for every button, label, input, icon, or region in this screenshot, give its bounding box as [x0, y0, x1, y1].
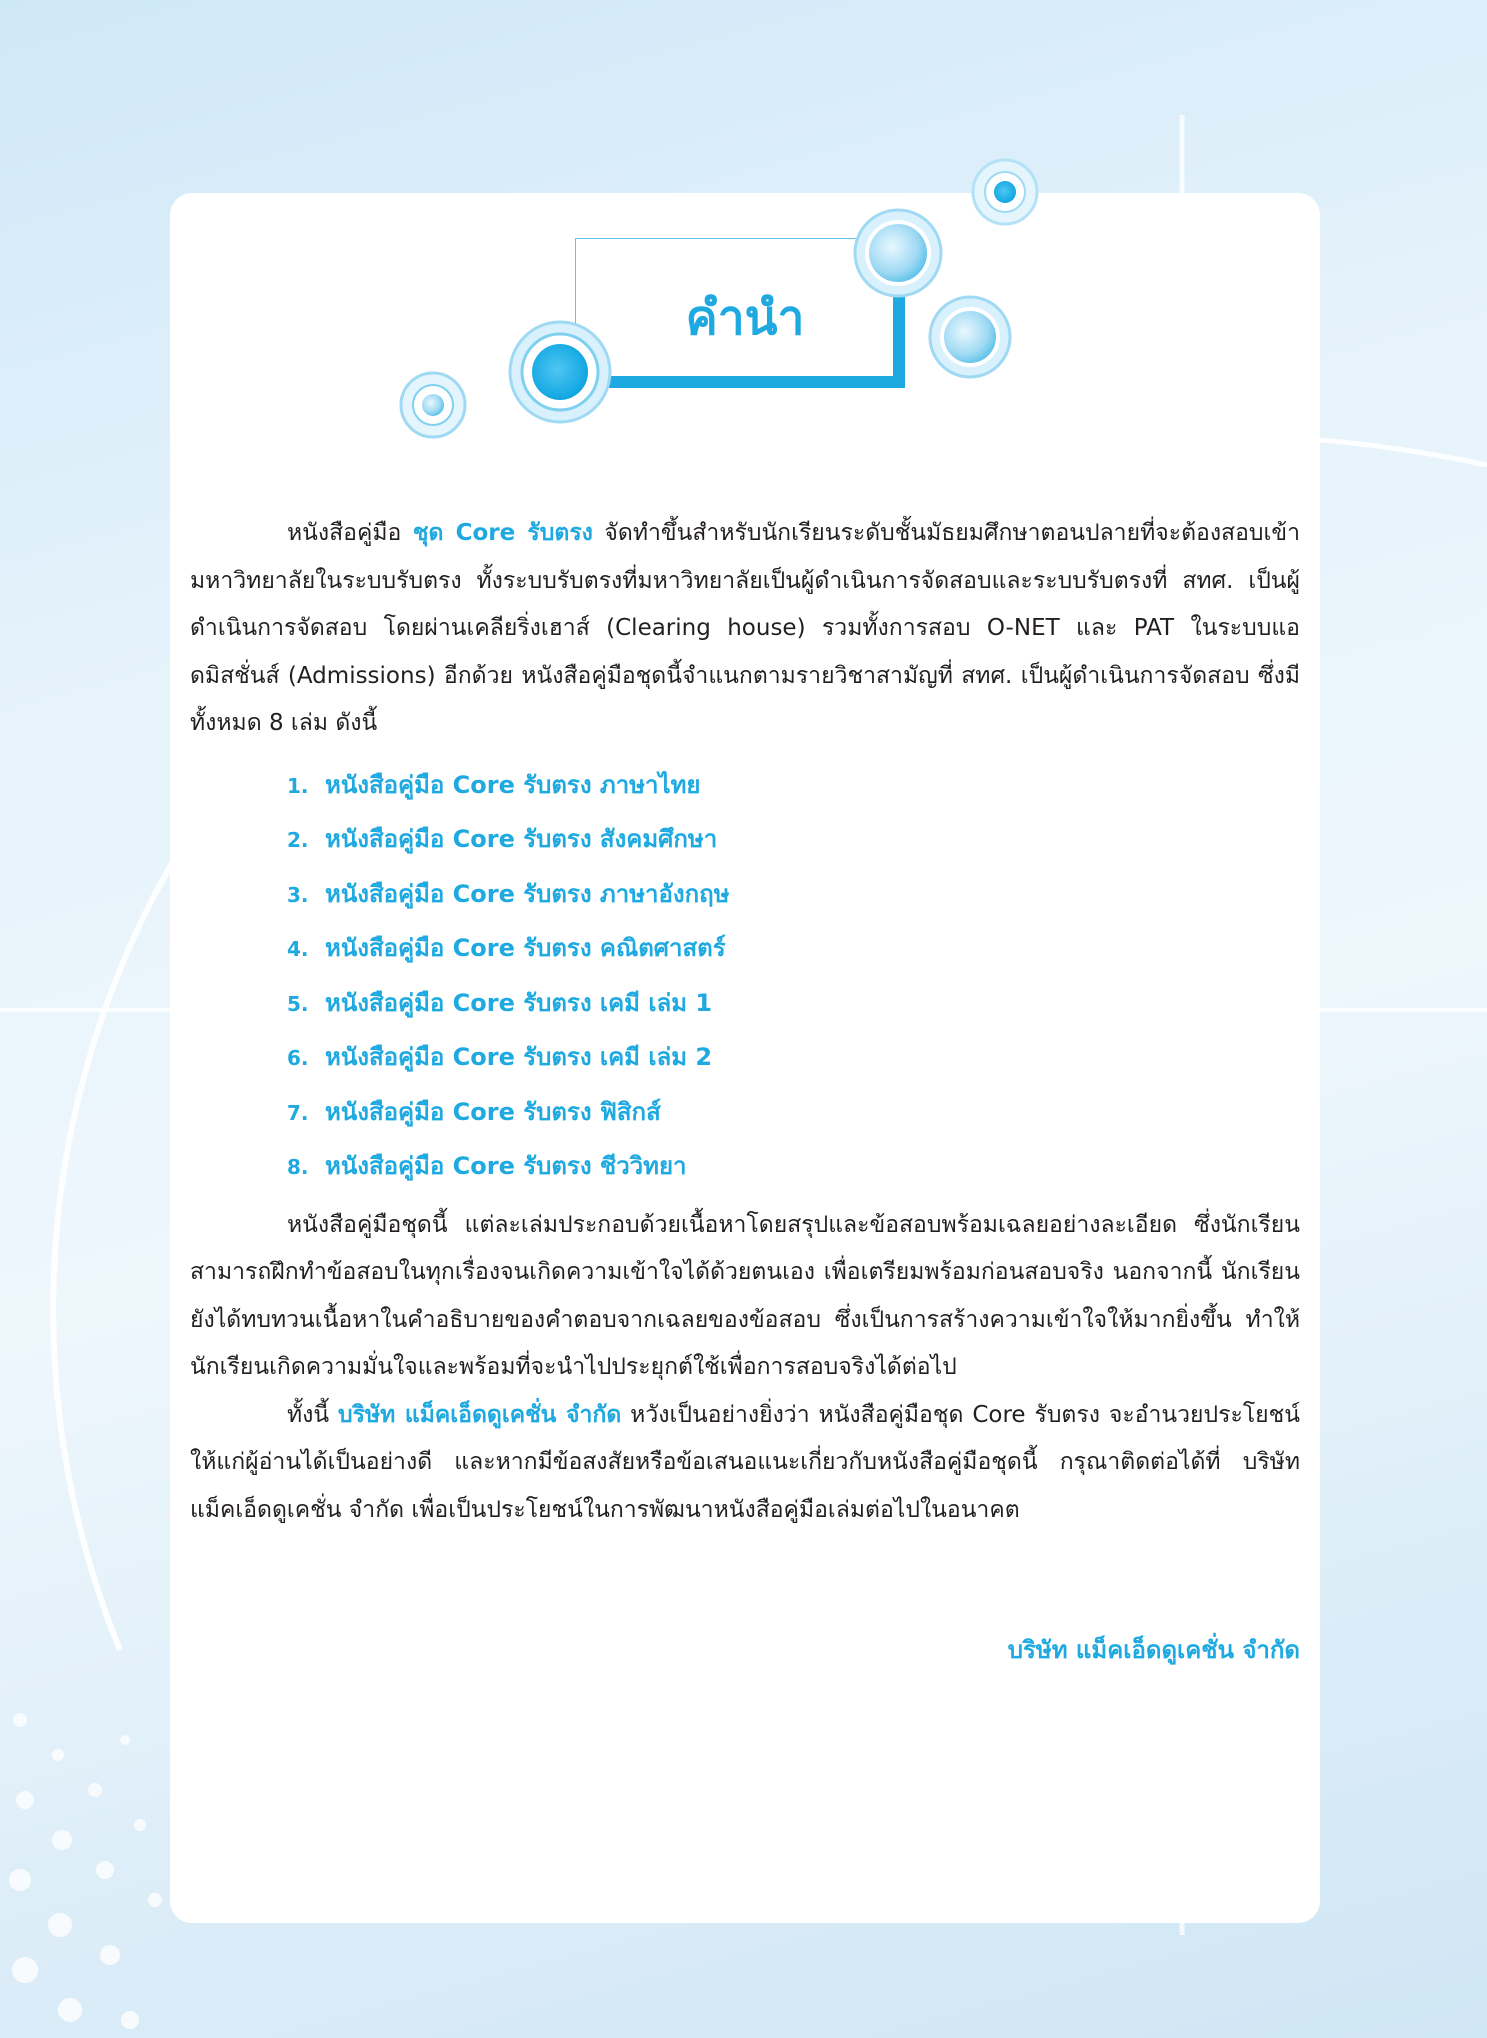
intro-text: จัดทำขึ้นสำหรับนักเรียนระดับชั้นมัธยมศึกษาตอนปลายที่จะต้องสอบเข้ามหาวิทยาลัยในระบบรับตรง ทั้งระบบรับตรงที่มหาวิทยาลัยเป็นผู้ดำเนินการจัดสอบและระบบรับตรงที่ สทศ. เป็นผู้ดำเนินการจัดสอบ โดยผ่านเคลียริ่งเฮาส์ (Clearing house) รวมทั้งการสอบ O-NET และ PAT ในระบบแอดมิสชั่นส์ (Admissions) อีกด้วย หนังสือคู่มือชุดนี้จำแนกตามรายวิชาสามัญที่ สทศ. เป็นผู้ดำเนินการจัดสอบ ซึ่งมีทั้งหมด 8 เล่ม ดังนี้	[190, 520, 1300, 736]
list-item-number: 4.	[287, 937, 309, 961]
list-item-number: 7.	[287, 1100, 309, 1125]
foreword-content	[190, 510, 1300, 1534]
list-item	[287, 758, 1300, 813]
paragraph3-text: หวังเป็นอย่างยิ่งว่า หนังสือคู่มือชุด Core รับตรง จะอำนวยประโยชน์ให้แก่ผู้อ่านได้เป็นอย่างดี และหากมีข้อสงสัยหรือข้อเสนอแนะเกี่ยวกับหนังสือคู่มือชุดนี้ กรุณาติดต่อได้ที่ บริษัท แม็คเอ็ดดูเคชั่น จำกัด เพื่อเป็นประโยชน์ในการพัฒนาหนังสือคู่มือเล่มต่อไปในอนาคต	[190, 1401, 1300, 1523]
company-name-highlight: บริษัท แม็คเอ็ดดูเคชั่น จำกัด	[338, 1401, 622, 1428]
list-item-number: 5.	[287, 991, 309, 1016]
list-item-label: หนังสือคู่มือ Core รับตรง สังคมศึกษา	[325, 825, 718, 853]
body-paragraph-3	[190, 1392, 1300, 1535]
intro-paragraph	[190, 510, 1300, 748]
list-item-label: หนังสือคู่มือ Core รับตรง คณิตศาสตร์	[325, 934, 726, 962]
list-item	[287, 976, 1300, 1031]
list-item	[287, 867, 1300, 922]
list-item-label: หนังสือคู่มือ Core รับตรง ชีววิทยา	[325, 1152, 687, 1180]
list-item-label: หนังสือคู่มือ Core รับตรง ภาษาไทย	[325, 770, 701, 799]
list-item-label: หนังสือคู่มือ Core รับตรง ภาษาอังกฤษ	[325, 879, 730, 908]
book-list	[287, 758, 1300, 1194]
background-dot-pattern	[9, 1713, 162, 2029]
list-item	[287, 1085, 1300, 1140]
list-item-number: 6.	[287, 1046, 309, 1070]
list-item-label: หนังสือคู่มือ Core รับตรง ฟิสิกส์	[325, 1097, 661, 1126]
list-item-number: 3.	[287, 882, 309, 907]
intro-series-name: ชุด Core รับตรง	[412, 520, 593, 546]
list-item	[287, 1030, 1300, 1085]
list-item-label: หนังสือคู่มือ Core รับตรง เคมี เล่ม 2	[325, 1043, 713, 1071]
list-item-number: 1.	[287, 773, 309, 798]
company-signature: บริษัท แม็คเอ็ดดูเคชั่น จำกัด	[1007, 1636, 1300, 1664]
background-arc-right	[1320, 440, 1487, 465]
paragraph3-prefix: ทั้งนี้	[287, 1401, 339, 1428]
list-item-number: 2.	[287, 828, 309, 852]
list-item	[287, 1139, 1300, 1194]
page-title: คำนำ	[685, 290, 805, 346]
body-paragraph-2: หนังสือคู่มือชุดนี้ แต่ละเล่มประกอบด้วยเนื้อหาโดยสรุปและข้อสอบพร้อมเฉลยอย่างละเอียด ซึ่งนักเรียนสามารถฝึกทำข้อสอบในทุกเรื่องจนเกิดความเข้าใจได้ด้วยตนเอง เพื่อเตรียมพร้อมก่อนสอบจริง นอกจากนี้ นักเรียนยังได้ทบทวนเนื้อหาในคำอธิบายของคำตอบจากเฉลยของข้อสอบ ซึ่งเป็นการสร้างความเข้าใจให้มากยิ่งขึ้น ทำให้นักเรียนเกิดความมั่นใจและพร้อมที่จะนำไปประยุกต์ใช้เพื่อการสอบจริงได้ต่อไป	[190, 1211, 1300, 1380]
list-item-label: หนังสือคู่มือ Core รับตรง เคมี เล่ม 1	[325, 988, 713, 1017]
intro-prefix: หนังสือคู่มือ	[287, 520, 413, 546]
list-item	[287, 921, 1300, 976]
list-item	[287, 812, 1300, 867]
list-item-number: 8.	[287, 1155, 309, 1179]
